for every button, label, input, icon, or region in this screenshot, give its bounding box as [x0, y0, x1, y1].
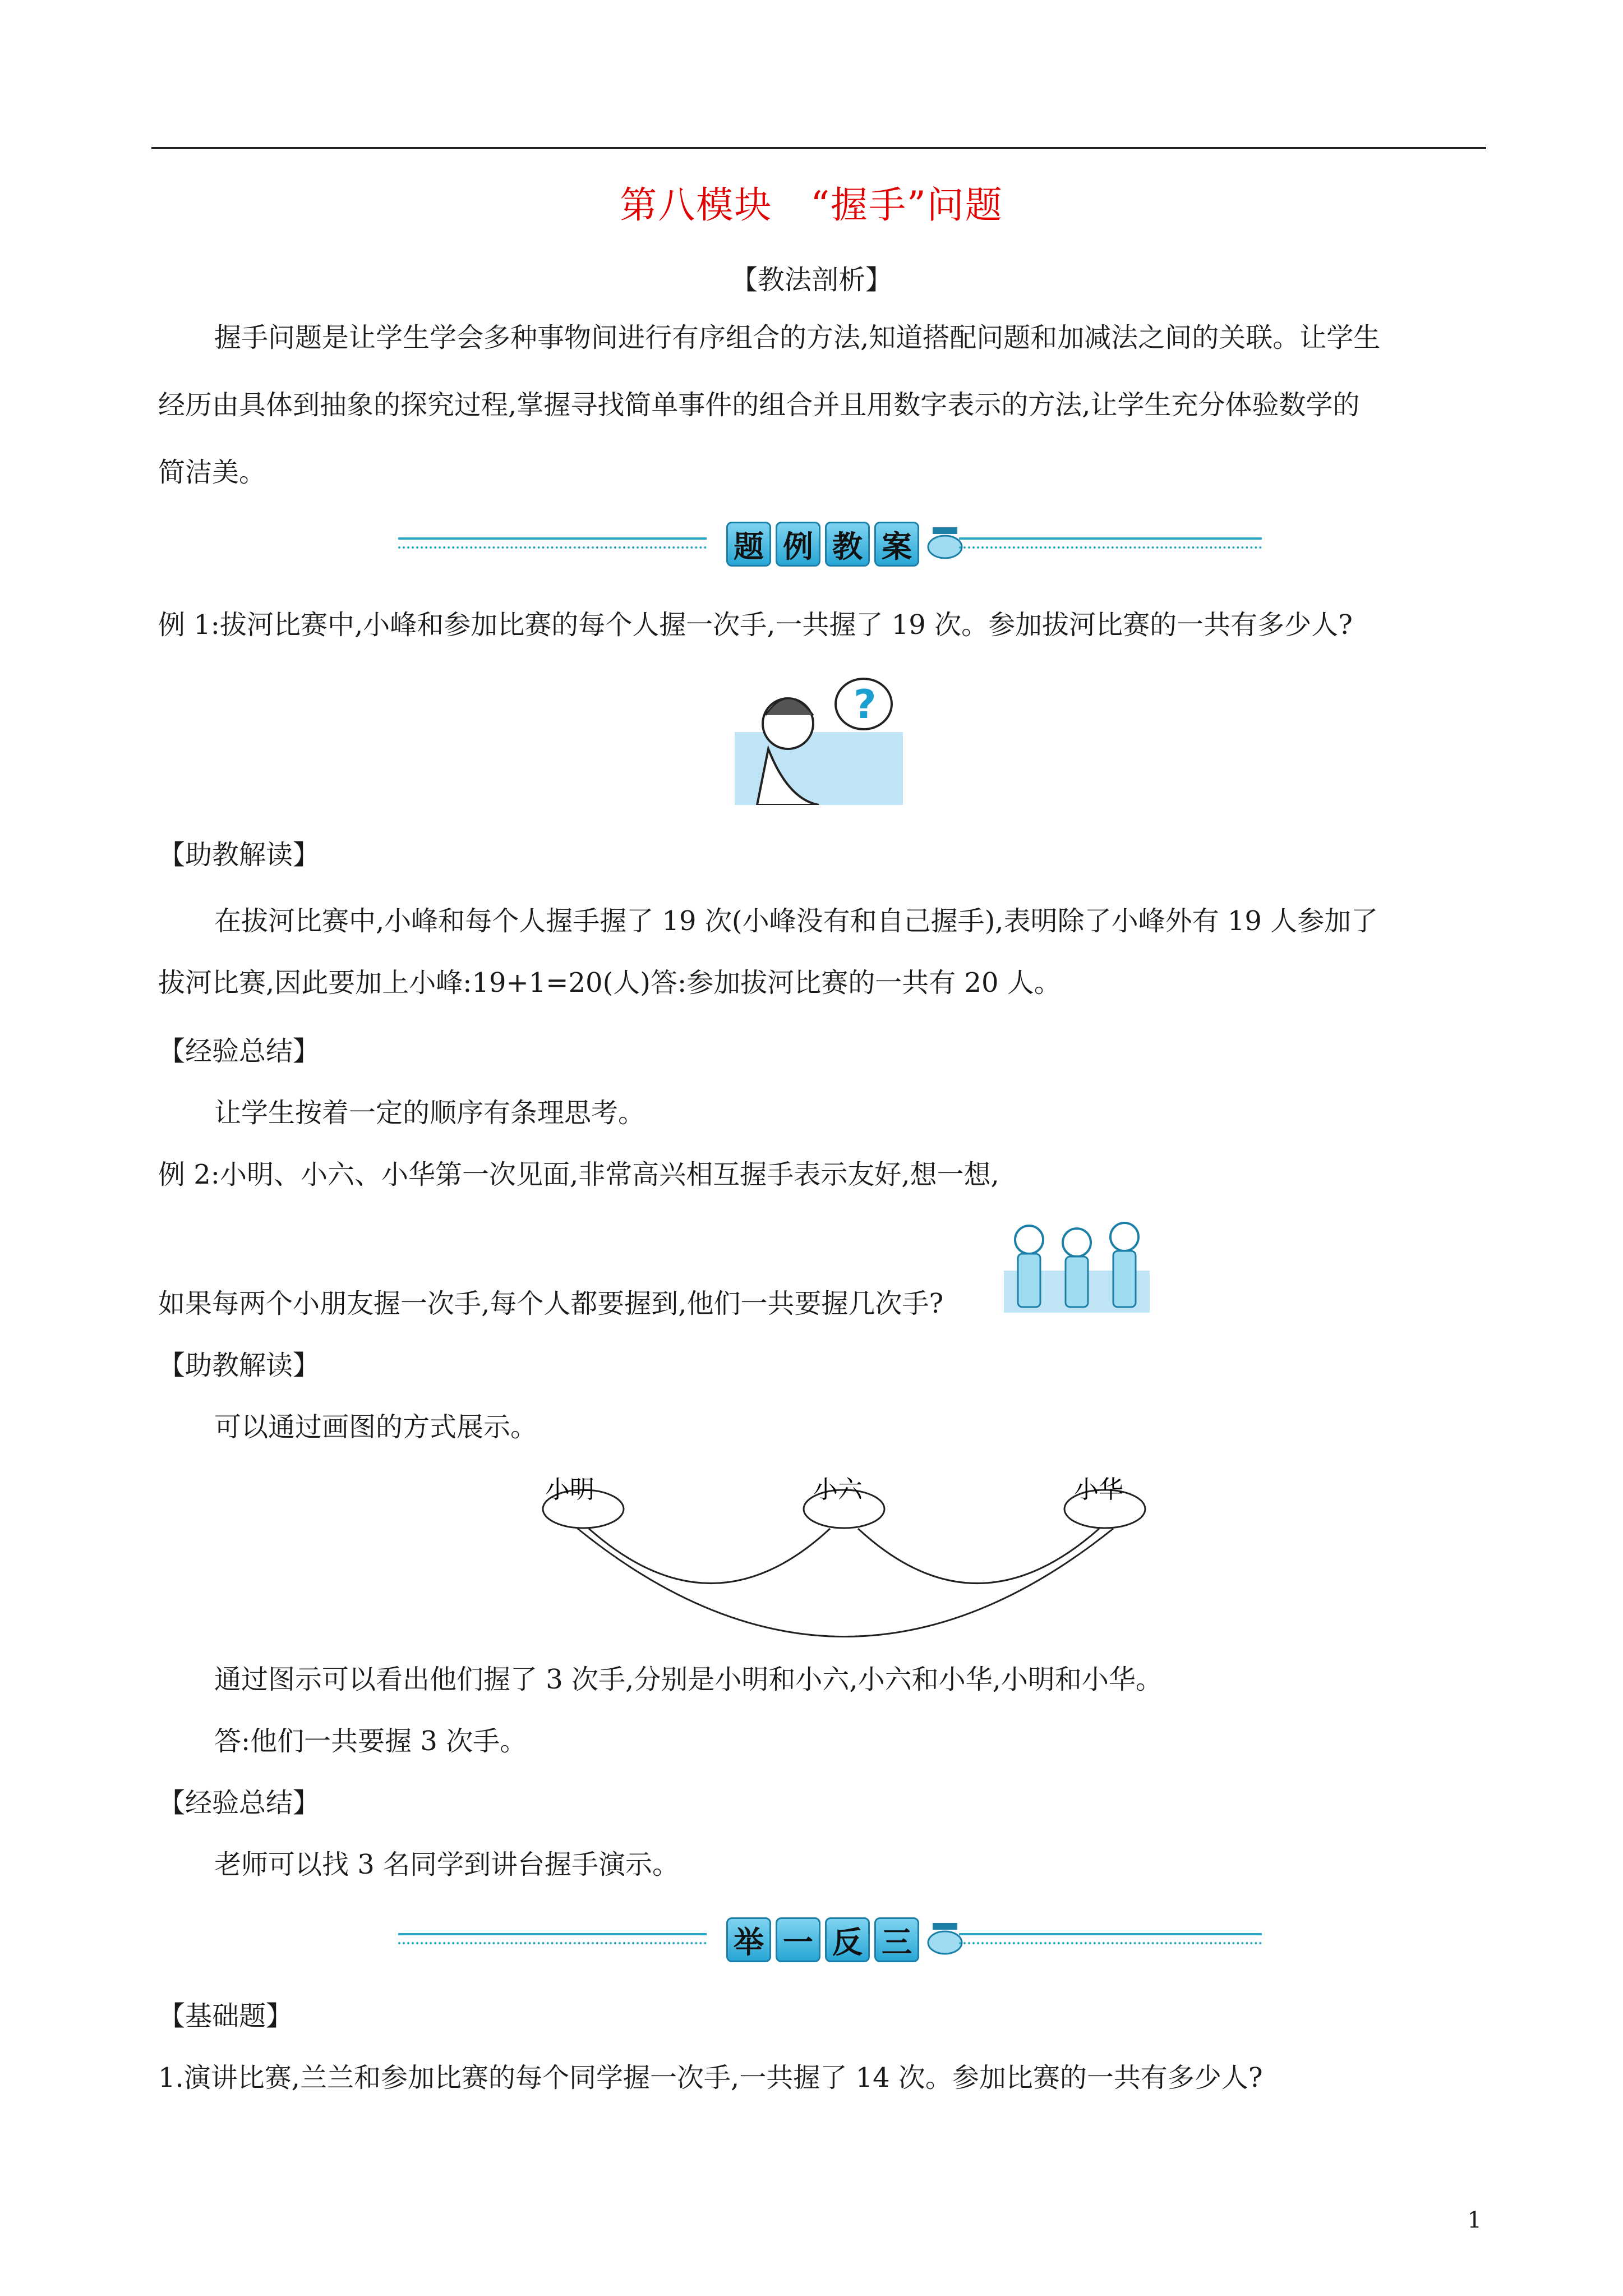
analysis-line-2: 经历由具体到抽象的探究过程,掌握寻找简单事件的组合并且用数字表示的方法,让学生充分体验数学的 [158, 389, 1360, 421]
banner-chip: 反 [825, 1917, 870, 1962]
section-banner-examples [398, 522, 1262, 564]
assist-heading-2: 【助教解读】 [158, 1350, 320, 1381]
banner-chips [726, 522, 919, 567]
page-number: 1 [1467, 2207, 1482, 2233]
banner-chip: 例 [776, 522, 820, 567]
example-1-question: 例 1:拔河比赛中,小峰和参加比赛的每个人握一次手,一共握了 19 次。参加拔河比赛的一共有多少人? [158, 609, 1353, 641]
node-label: 小六 [813, 1475, 863, 1504]
example-2-question-line-1: 例 2:小明、小六、小华第一次见面,非常高兴相互握手表示友好,想一想, [158, 1159, 999, 1190]
three-kids-illustration [1004, 1220, 1150, 1313]
assist-2-intro: 可以通过画图的方式展示。 [214, 1411, 538, 1443]
banner-line-left [398, 1933, 707, 1944]
handshake-arc [578, 1529, 1113, 1637]
summary-heading-1: 【经验总结】 [158, 1036, 320, 1067]
node-label: 小明 [545, 1475, 594, 1504]
top-rule [151, 147, 1486, 149]
summary-2: 老师可以找 3 名同学到讲台握手演示。 [214, 1849, 680, 1880]
node-label: 小华 [1074, 1475, 1123, 1504]
banner-chip: 举 [726, 1917, 771, 1962]
banner-chip: 案 [874, 522, 919, 567]
summary-heading-2: 【经验总结】 [158, 1787, 320, 1819]
exercise-1: 1.演讲比赛,兰兰和参加比赛的每个同学握一次手,一共握了 14 次。参加比赛的一共有多少人? [158, 2062, 1263, 2093]
banner-chip: 教 [825, 522, 870, 567]
banner-chip: 一 [776, 1917, 820, 1962]
banner-line-right [959, 537, 1262, 549]
svg-text:?: ? [854, 682, 877, 728]
handshake-arc [858, 1529, 1099, 1584]
assist-heading-1: 【助教解读】 [158, 839, 320, 871]
teaching-analysis-heading: 【教法剖析】 [730, 264, 892, 296]
answer-2: 答:他们一共要握 3 次手。 [214, 1726, 527, 1757]
banner-chip: 三 [874, 1917, 919, 1962]
example-2-question-line-2: 如果每两个小朋友握一次手,每个人都要握到,他们一共要握几次手? [158, 1288, 944, 1319]
basic-heading: 【基础题】 [158, 2000, 293, 2032]
analysis-line-3: 简洁美。 [158, 457, 266, 488]
banner-chips [726, 1917, 919, 1962]
handshake-diagram [538, 1453, 1155, 1655]
analysis-line-1: 握手问题是让学生学会多种事物间进行有序组合的方法,知道搭配问题和加减法之间的关联。让学生 [214, 322, 1381, 353]
assist-2-line-1: 通过图示可以看出他们握了 3 次手,分别是小明和小六,小六和小华,小明和小华。 [214, 1664, 1163, 1695]
summary-1: 让学生按着一定的顺序有条理思考。 [214, 1097, 645, 1129]
banner-line-right [959, 1933, 1262, 1944]
banner-line-left [398, 537, 707, 549]
assist-1-line-2: 拔河比赛,因此要加上小峰:19+1=20(人)答:参加拔河比赛的一共有 20 人。 [158, 967, 1061, 999]
page-title: 第八模块 “握手”问题 [620, 183, 1003, 227]
handshake-arc [589, 1529, 830, 1584]
banner-chip: 题 [726, 522, 771, 567]
thinking-girl-illustration [735, 670, 903, 805]
assist-1-line-1: 在拔河比赛中,小峰和每个人握手握了 19 次(小峰没有和自己握手),表明除了小峰外有 19 人参加了 [214, 905, 1378, 937]
